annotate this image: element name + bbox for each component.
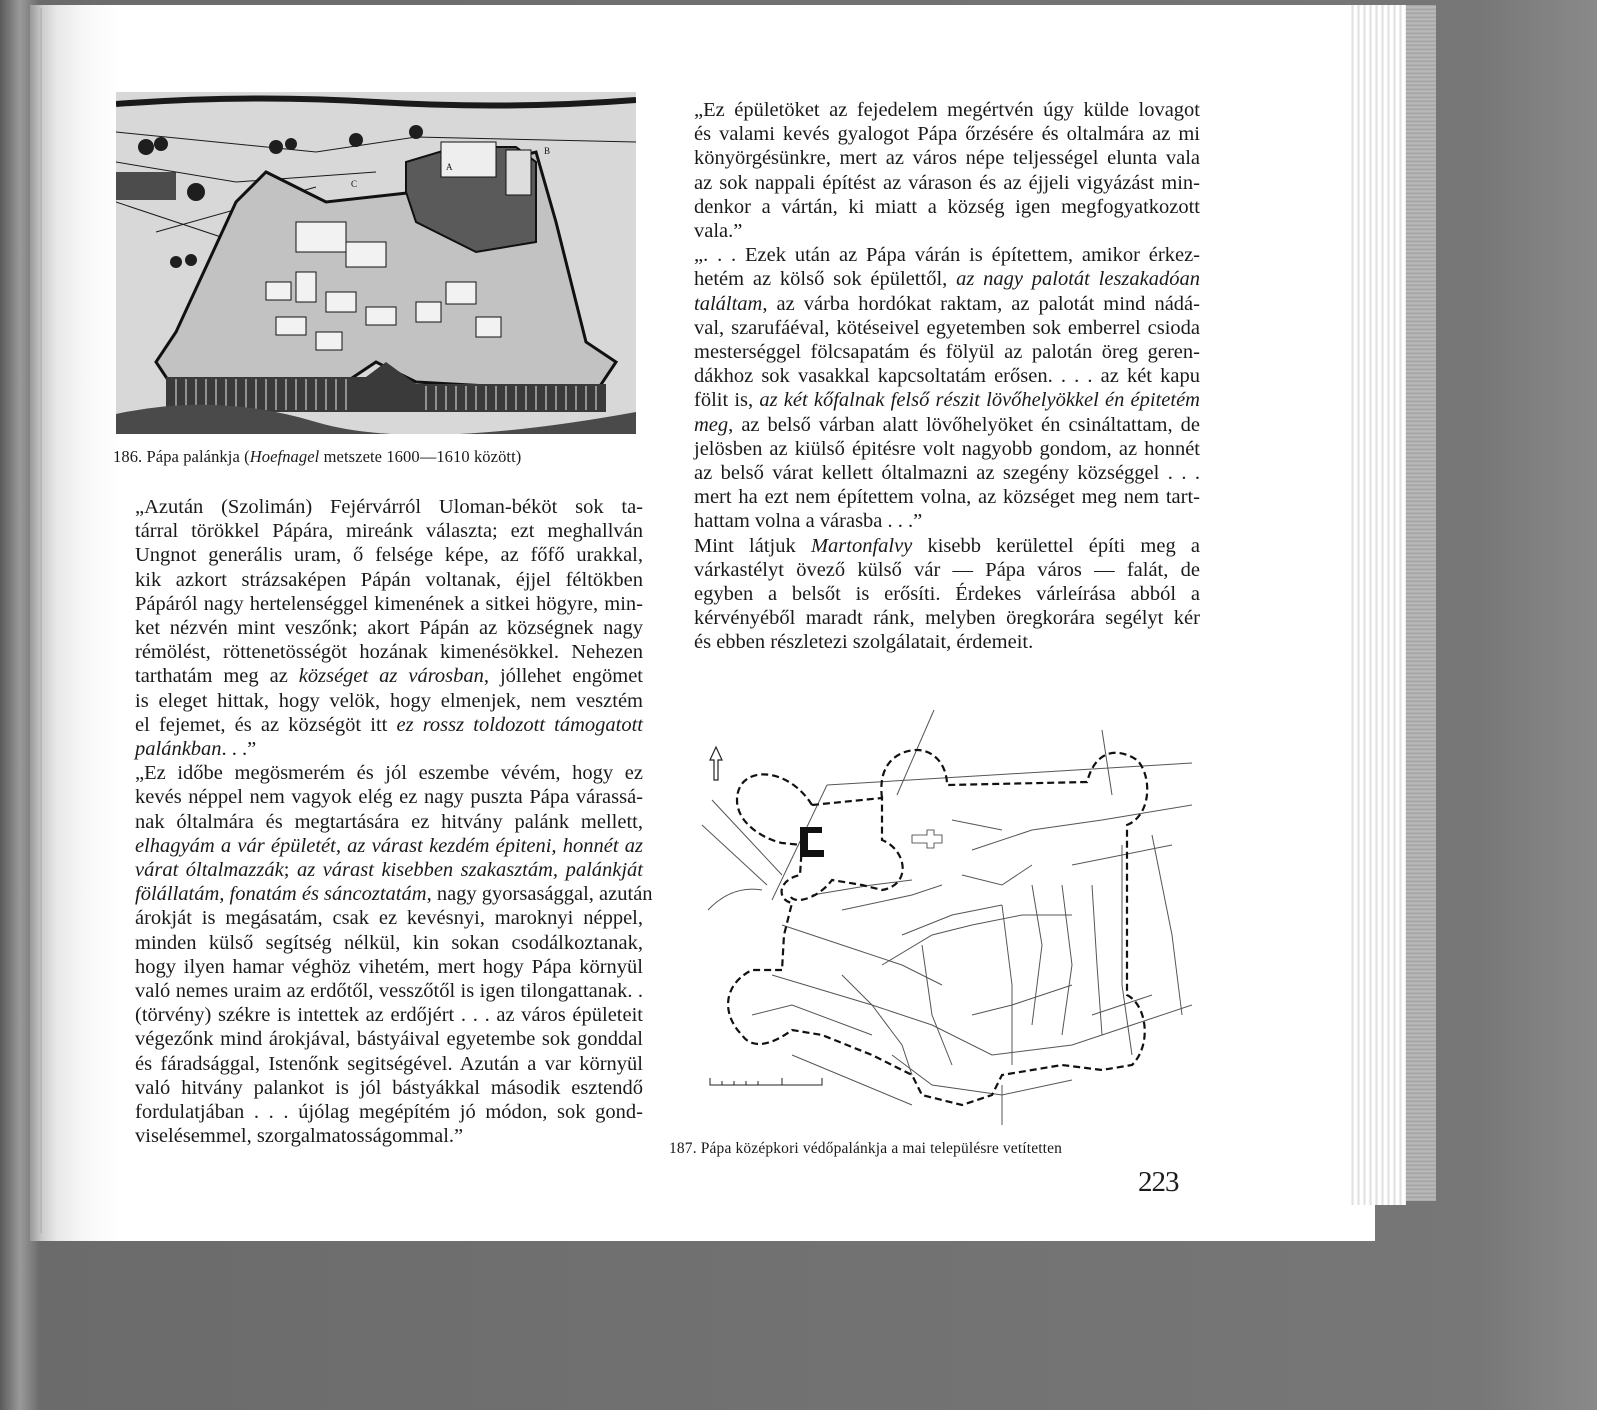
text-line xyxy=(113,495,643,519)
caption-186-suffix: metszete 1600—1610 között) xyxy=(319,447,522,466)
text-line xyxy=(672,606,1200,630)
text-line xyxy=(113,906,643,930)
text-line xyxy=(672,437,1200,461)
text-line xyxy=(113,543,643,567)
text-line xyxy=(672,461,1200,485)
italic-text-segment: az nagy palotát leszakadóan xyxy=(956,268,1201,291)
text-paragraph xyxy=(672,243,1200,533)
text-segment: végezőnk mind árokjával, bástyáival egyetembe sok gonddal xyxy=(135,1028,643,1051)
engraving-label-c: C xyxy=(351,179,358,189)
italic-text-segment: találtam xyxy=(694,292,763,315)
italic-text-segment: meg xyxy=(694,413,729,436)
text-segment: viselésemmel, szorgalmatosságommal.” xyxy=(135,1125,464,1148)
text-line xyxy=(113,689,643,713)
text-segment: val, szarufáéval, kötéseivel egyetemben sok emberrel csioda xyxy=(694,316,1200,339)
text-segment: és ebben részletezi szolgálatait, érdemeit. xyxy=(694,631,1034,654)
text-line xyxy=(672,630,1200,654)
text-segment: való hitvány palankot is jól bástyákkal második esztendő xyxy=(135,1076,643,1099)
text-segment: vala.” xyxy=(694,220,743,243)
italic-text-segment: Martonfalvy xyxy=(810,534,913,557)
text-line xyxy=(113,737,643,761)
text-segment: , jóllehet engömet xyxy=(483,665,643,688)
text-segment: ; xyxy=(283,859,297,882)
text-line xyxy=(113,955,643,979)
castle-building xyxy=(800,827,824,857)
engraving-label-b: B xyxy=(544,146,551,156)
text-line xyxy=(672,122,1200,146)
italic-text-segment: fölállatám, fonatám és sáncoztatám xyxy=(135,883,427,906)
text-segment: „Ez épületöket az fejedelem megértvén úgy külde lovagot xyxy=(694,99,1200,121)
text-line xyxy=(113,931,643,955)
text-segment: el fejemet, és az községöt itt xyxy=(135,713,397,736)
text-line xyxy=(672,558,1200,582)
church-building xyxy=(912,830,942,848)
text-paragraph xyxy=(672,98,1200,243)
text-segment: tárral törökkel Pápára, mireánk választa; ezt meghallván xyxy=(135,520,643,543)
binding-gutter-shadow xyxy=(30,5,120,1241)
text-segment: fölit is, xyxy=(694,389,760,412)
text-line xyxy=(672,534,1200,558)
text-line xyxy=(672,146,1200,170)
text-line xyxy=(672,98,1200,122)
text-line xyxy=(113,640,643,664)
text-segment: , az várba hordókat raktam, az palotát mind nádá- xyxy=(762,292,1200,315)
text-segment: Pápáról nagy hertelenséggel kimenének a sitkei högyre, min- xyxy=(135,592,643,615)
text-segment: ket nézvén mint veszőnk; akort Pápán az községnek nagy xyxy=(135,617,643,640)
text-line xyxy=(113,810,643,834)
caption-186-author: Hoefnagel xyxy=(249,447,320,466)
engraving-illustration xyxy=(116,92,636,434)
north-arrow-icon xyxy=(710,747,722,780)
scale-bar xyxy=(710,1078,822,1085)
text-segment: hattam volna a várasba . . .” xyxy=(694,510,923,533)
text-line xyxy=(113,979,643,1003)
italic-text-segment: várat óltalmazzák xyxy=(135,859,284,882)
text-line xyxy=(113,1124,643,1148)
text-line xyxy=(113,882,653,906)
text-segment: is eleget hittak, hogy velök, hogy elmenjek, nem vesztém xyxy=(135,689,643,712)
text-segment: , az belső várban alatt lövőhelyöket én csináltattam, de xyxy=(728,413,1200,436)
text-segment: várkastélyt övező külső vár — Pápa város — falát, de xyxy=(694,558,1200,581)
text-segment: és fáradsággal, Istenőnk segitségével. Azután a var környül xyxy=(135,1052,643,1075)
text-line xyxy=(113,713,643,737)
text-paragraph xyxy=(672,534,1200,655)
text-segment: „. . . Ezek után az Pápa várán is építettem, amikor érkez- xyxy=(694,244,1200,267)
text-segment: mert ha ezt nem építettem volna, az községet meg nem tart- xyxy=(694,486,1200,509)
book-cover-edge xyxy=(1406,5,1436,1201)
text-line xyxy=(113,1100,643,1124)
engraving-label-a: A xyxy=(446,162,453,172)
text-segment: „Ez időbe megösmerém és jól eszembe vévém, hogy ez xyxy=(135,762,643,785)
text-line xyxy=(672,388,1200,412)
text-line xyxy=(672,485,1200,509)
text-segment: hetém az kölső sok épülettől, xyxy=(694,268,957,291)
italic-text-segment: községet az városban xyxy=(298,665,484,688)
text-line xyxy=(672,243,1200,267)
figure-186-caption xyxy=(113,447,653,467)
text-segment: nak óltalmára és megtartására ez hitvány palánk mellett, xyxy=(135,810,643,833)
text-line xyxy=(113,1076,643,1100)
text-segment: kérvényéből maradt ránk, melyben öregkorára segélyt kér xyxy=(694,607,1200,630)
text-line xyxy=(113,568,643,592)
text-segment: könyörgésünkre, mert az város népe teljességel elunta vala xyxy=(694,147,1200,170)
text-segment: minden külső segítség nélkül, kin sokan csodálkoztanak, xyxy=(135,931,643,954)
page-fold-line xyxy=(40,8,42,1233)
left-text-column xyxy=(113,495,653,1148)
figure-187-town-plan xyxy=(672,685,1192,1125)
text-line xyxy=(672,340,1200,364)
text-line xyxy=(672,509,1200,533)
text-line xyxy=(113,519,643,543)
text-line xyxy=(672,292,1200,316)
text-line xyxy=(672,171,1200,195)
text-segment: hogy ilyen hamar véghöz vihetém, mert hogy Pápa környül xyxy=(135,955,643,978)
text-line xyxy=(113,858,643,882)
italic-text-segment: az várast kisebben szakasztám, palánkját xyxy=(296,859,644,882)
caption-186-prefix: 186. Pápa palánkja ( xyxy=(113,447,250,466)
italic-text-segment: ez rossz toldozott támogatott xyxy=(396,713,643,736)
italic-text-segment: elhagyám a vár épületét, az várast kezdém épiteni, honnét az xyxy=(135,834,643,857)
text-line xyxy=(672,413,1200,437)
text-line xyxy=(113,1003,643,1027)
text-segment: mesterséggel fölcsapatám és fölyül az palotán öreg geren- xyxy=(694,341,1200,364)
text-line xyxy=(672,364,1200,388)
text-line xyxy=(672,219,1200,243)
text-segment: kisebb kerülettel építi meg a xyxy=(912,534,1200,557)
text-line xyxy=(672,582,1200,606)
text-line xyxy=(672,267,1200,291)
stacked-page-edges xyxy=(1348,5,1406,1205)
text-line xyxy=(672,195,1200,219)
text-segment: Ungnot generális uram, ő felsége képe, az főfő urakkal, xyxy=(135,544,643,567)
town-plan-map xyxy=(672,685,1192,1125)
text-segment: , nagy gyorsasággal, azután xyxy=(426,883,653,906)
text-line xyxy=(672,316,1200,340)
text-line xyxy=(113,592,643,616)
text-segment: és valami kevés gyalogot Pápa őrzésére és oltalmára az mi xyxy=(694,123,1200,146)
text-segment: denkor a vártán, ki miatt a község igen megfogyatkozott xyxy=(694,195,1200,218)
text-segment: az belső várat kellett óltalmazni az szegény községgel . . . xyxy=(694,462,1200,485)
figure-186-engraving xyxy=(116,92,636,434)
italic-text-segment: az két kőfalnak felső részit lövőhelyökkel én épitetém xyxy=(759,389,1200,412)
text-segment: árokját is megásatám, csak ez kevésnyi, maroknyi néppel, xyxy=(135,907,643,930)
text-segment: fordulatjában . . . újólag megépítém jó módon, sok gond- xyxy=(135,1101,643,1124)
text-segment: kik azkort strázsaképen Pápán voltanak, éjjel féltökben xyxy=(135,568,643,591)
figure-187-caption: 187. Pápa középkori védőpalánkja a mai településre vetítetten xyxy=(669,1140,1063,1157)
text-segment: rémölést, röttenetösségöt hozának kimenésökkel. Nehezen xyxy=(135,641,643,664)
text-segment: (törvény) székre is intettek az erdőjért . . . az város épületeit xyxy=(135,1004,643,1027)
text-segment: „Azután (Szolimán) Fejérvárról Uloman-béköt sok ta- xyxy=(135,496,643,518)
text-line xyxy=(113,785,643,809)
text-segment: dákhoz sok vasakkal kapcsoltatám erősen. . . . az két kapu xyxy=(694,365,1200,388)
text-line xyxy=(113,616,643,640)
text-segment: tarthatám meg az xyxy=(135,665,299,688)
text-segment: . . .” xyxy=(221,738,257,761)
text-segment: Mint látjuk xyxy=(694,534,811,557)
text-segment: jelösben az kiülső épitésre volt nagyobb gondom, az honnét xyxy=(694,437,1200,460)
text-line xyxy=(113,834,643,858)
street-network xyxy=(702,710,1192,1125)
right-text-column xyxy=(672,98,1200,655)
text-segment: az sok nappali építést az várason és az éjjeli vigyázást min- xyxy=(694,171,1200,194)
page-number: 223 xyxy=(1138,1166,1179,1198)
text-paragraph xyxy=(113,495,643,761)
text-paragraph xyxy=(113,761,653,1148)
italic-text-segment: palánkban xyxy=(135,738,222,761)
text-line xyxy=(113,1027,643,1051)
text-line xyxy=(113,664,643,688)
text-line xyxy=(113,761,643,785)
text-segment: egyben a belsőt is erősíti. Érdekes várleírása abból a xyxy=(694,583,1200,606)
text-segment: kevés néppel nem vagyok elég ez nagy puszta Pápa várassá- xyxy=(135,786,643,809)
text-line xyxy=(113,1052,643,1076)
text-segment: való nemes uraim az erdőtől, vesszőtől is igen tilongattanak. . xyxy=(135,980,643,1003)
